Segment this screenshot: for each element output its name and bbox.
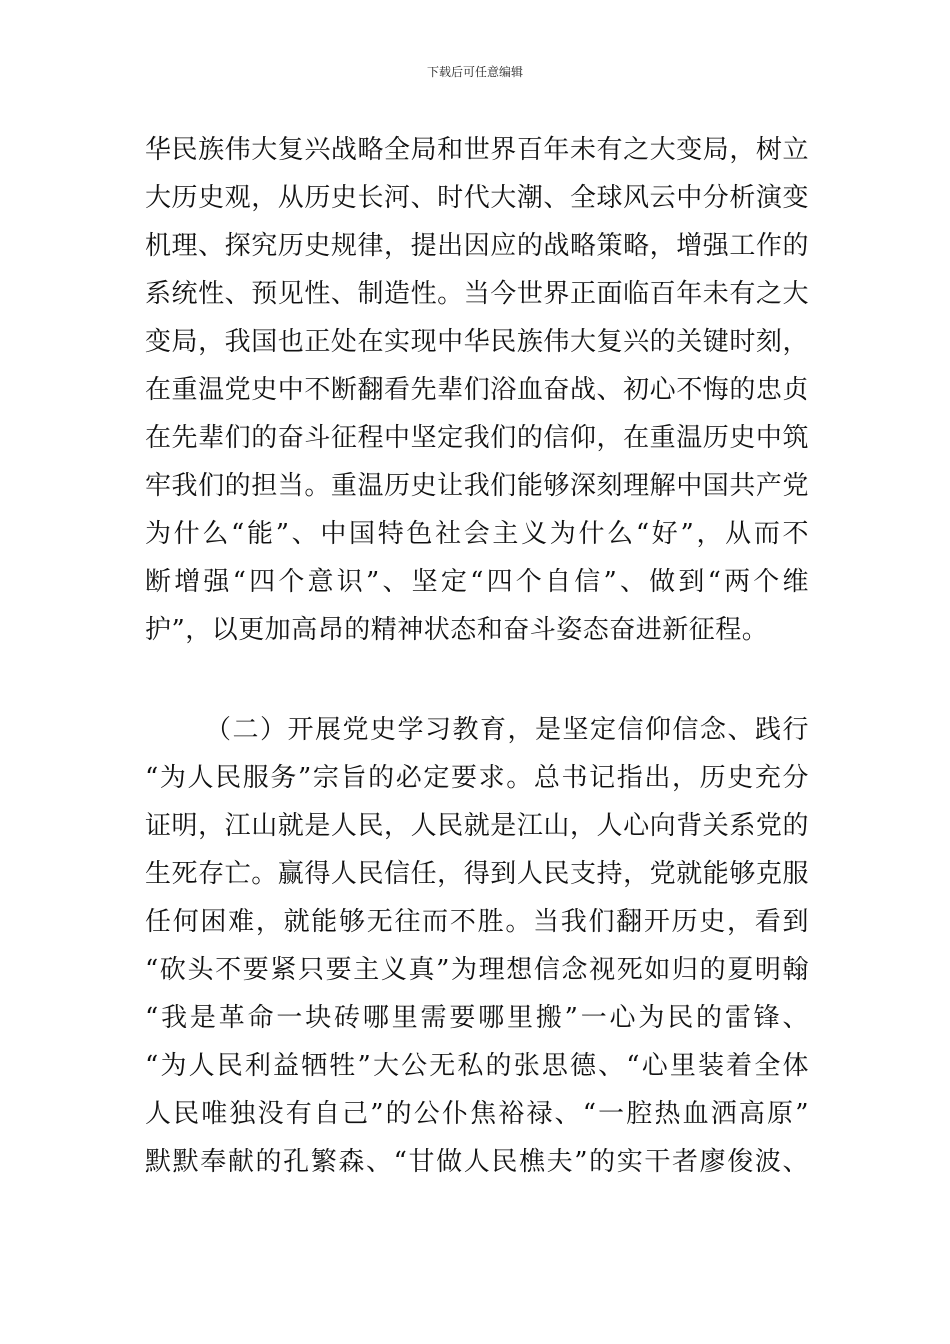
text-line: 系统性、预见性、制造性。当今世界正面临百年未有之大: [145, 279, 809, 309]
text-line: 牢我们的担当。重温历史让我们能够深刻理解中国共产党: [145, 471, 809, 501]
body-paragraph-2: [145, 706, 809, 1186]
text-line: 在先辈们的奋斗征程中坚定我们的信仰，在重温历史中筑: [145, 423, 809, 453]
text-line: “我是革命一块砖哪里需要哪里搬”一心为民的雷锋、: [145, 1003, 809, 1033]
text-line: 任何困难，就能够无往而不胜。当我们翻开历史，看到: [145, 907, 809, 937]
text-line: 华民族伟大复兴战略全局和世界百年未有之大变局，树立: [145, 135, 809, 165]
text-line: 人民唯独没有自己”的公仆焦裕禄、“一腔热血洒高原”: [145, 1099, 809, 1129]
text-line: “为人民服务”宗旨的必定要求。总书记指出，历史充分: [145, 763, 809, 793]
text-line: 在重温党史中不断翻看先辈们浴血奋战、初心不悔的忠贞: [145, 375, 809, 405]
text-line: 默默奉献的孔繁森、“甘做人民樵夫”的实干者廖俊波、: [145, 1147, 809, 1177]
body-paragraph-1: [145, 126, 809, 654]
text-line: 大历史观，从历史长河、时代大潮、全球风云中分析演变: [145, 183, 809, 213]
text-line: “为人民利益牺牲”大公无私的张思德、“心里装着全体: [145, 1051, 809, 1081]
text-line: 生死存亡。赢得人民信任，得到人民支持，党就能够克服: [145, 859, 809, 889]
text-line: 护”，以更加高昂的精神状态和奋斗姿态奋进新征程。: [145, 615, 769, 645]
text-line: 证明，江山就是人民，人民就是江山，人心向背关系党的: [145, 811, 809, 841]
text-line: 机理、探究历史规律，提出因应的战略策略，增强工作的: [145, 231, 809, 261]
text-line: “砍头不要紧只要主义真”为理想信念视死如归的夏明翰: [145, 955, 809, 985]
text-line: （二）开展党史学习教育，是坚定信仰信念、践行: [205, 715, 809, 745]
text-line: 变局，我国也正处在实现中华民族伟大复兴的关键时刻，: [145, 327, 809, 357]
page-header: 下载后可任意编辑: [426, 65, 523, 79]
text-line: 断增强“四个意识”、坚定“四个自信”、做到“两个维: [145, 567, 809, 597]
text-line: 为什么“能”、中国特色社会主义为什么“好”，从而不: [145, 519, 809, 549]
